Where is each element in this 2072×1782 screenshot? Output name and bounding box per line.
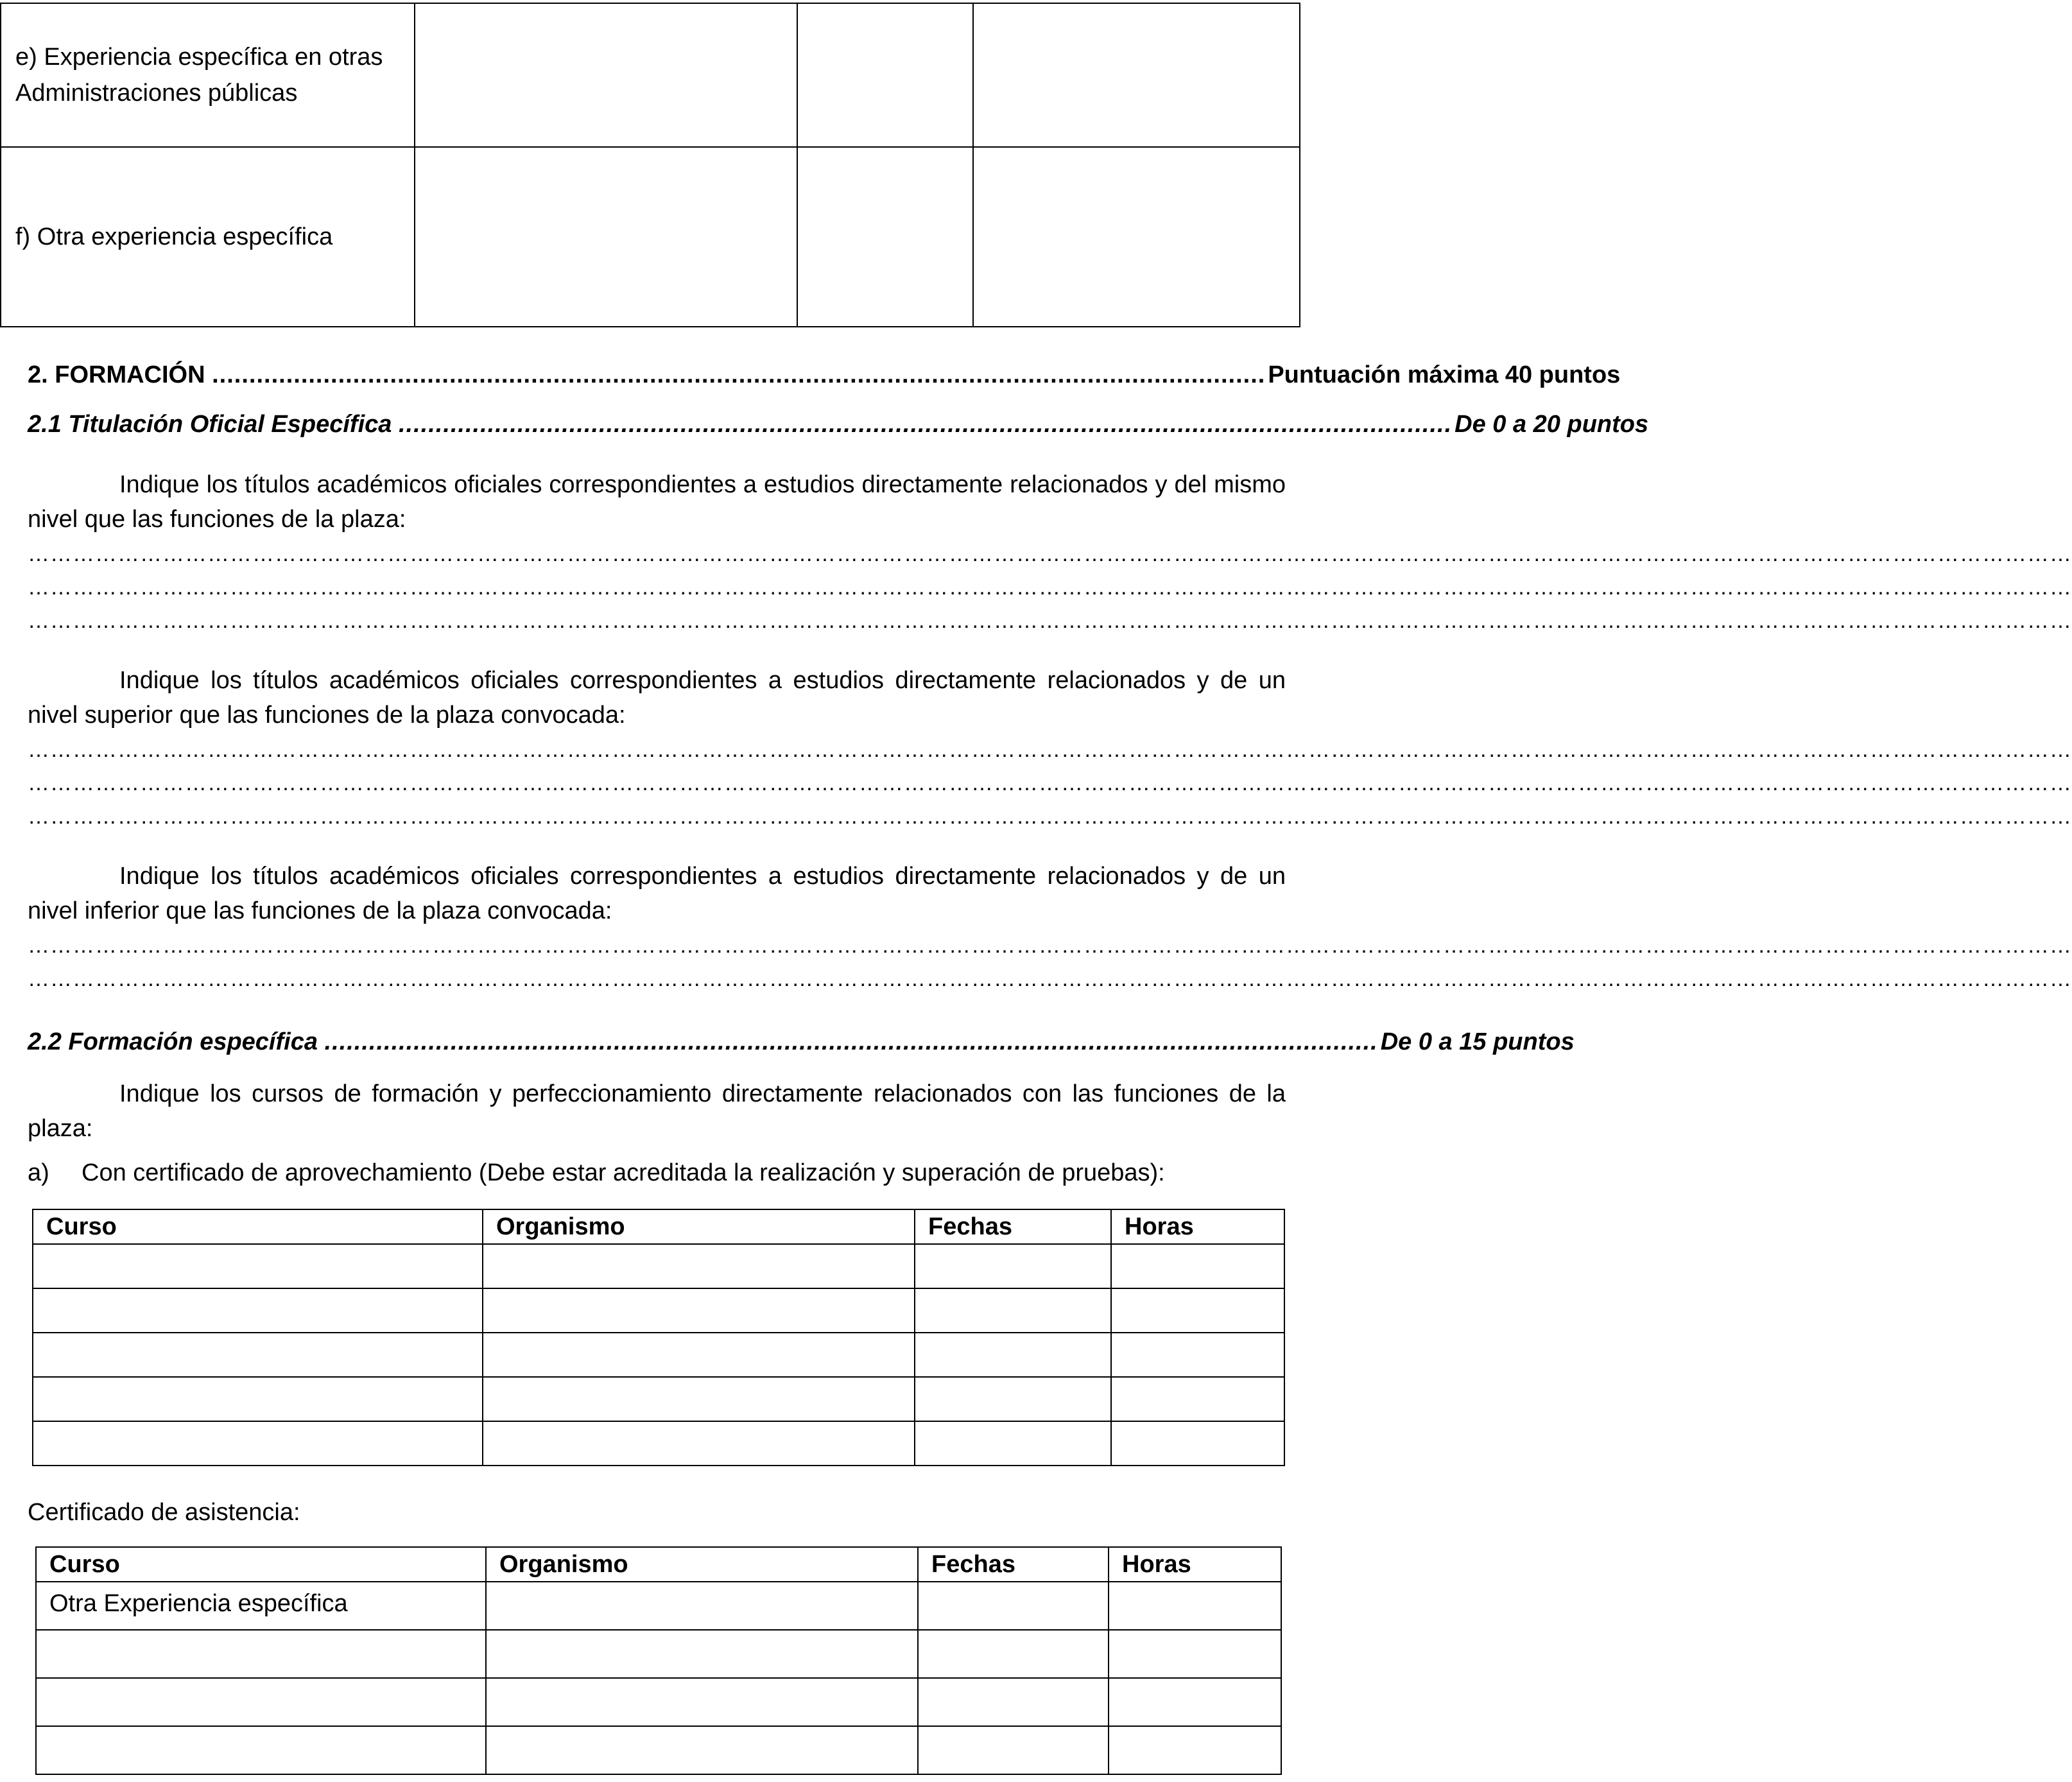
section-22-paragraph: Indique los cursos de formación y perfeccionamiento directamente relacionados con las funciones de la plaza: [28, 1080, 1286, 1142]
table-cell[interactable] [1109, 1726, 1281, 1774]
section-22-title: 2.2 Formación específica [28, 1028, 318, 1055]
section-21-heading [28, 411, 1649, 438]
section-21-title: 2.1 Titulación Oficial Específica [28, 411, 392, 438]
table-cell[interactable] [483, 1377, 915, 1421]
table-cell[interactable] [915, 1333, 1111, 1377]
table-cell[interactable] [36, 1630, 486, 1678]
table-row [1, 3, 1300, 147]
table-cell[interactable] [415, 3, 797, 147]
table-row [36, 1582, 1281, 1630]
list-item-a [28, 1159, 1165, 1187]
table-row [33, 1333, 1284, 1377]
table-row [33, 1244, 1284, 1288]
section-2-title: 2. FORMACIÓN [28, 361, 205, 388]
fill-line[interactable]: ………………………………………………………………………………………………………………………………………………………………………………………………………………………………………………… [28, 738, 2072, 762]
table-row [36, 1630, 1281, 1678]
table-row [1, 147, 1300, 327]
column-header-horas: Horas [1111, 1209, 1284, 1244]
table-cell-first[interactable]: Otra Experiencia específica [36, 1582, 486, 1630]
experience-label-e: e) Experiencia específica en otras Administraciones públicas [1, 3, 415, 147]
table-cell[interactable] [915, 1288, 1111, 1333]
table-cell[interactable] [33, 1244, 483, 1288]
table-row [33, 1421, 1284, 1466]
table-row [33, 1288, 1284, 1333]
column-header-fechas: Fechas [918, 1547, 1109, 1582]
table-cell[interactable] [797, 147, 973, 327]
fill-line[interactable]: ………………………………………………………………………………………………………………………………………………………………………………………………………………………………………………… [28, 933, 2072, 958]
table-header-row [36, 1547, 1281, 1582]
section-21-paragraph-2: Indique los títulos académicos oficiales correspondientes a estudios directamente relacionados y de un nivel superior que las funciones de la plaza convocada: [28, 667, 1286, 729]
table-row [36, 1678, 1281, 1726]
section-21-paragraph-3: Indique los títulos académicos oficiales correspondientes a estudios directamente relacionados y de un nivel inferior que las funciones de la plaza convocada: [28, 863, 1286, 924]
column-header-fechas: Fechas [915, 1209, 1111, 1244]
table-cell[interactable] [486, 1630, 918, 1678]
column-header-curso: Curso [33, 1209, 483, 1244]
table-aprovechamiento [32, 1209, 1285, 1466]
table-cell[interactable] [36, 1726, 486, 1774]
table-cell[interactable] [483, 1288, 915, 1333]
fill-line[interactable]: ………………………………………………………………………………………………………………………………………………………………………………………………………………………………………………… [28, 771, 2072, 795]
table-cell[interactable] [36, 1678, 486, 1726]
table-cell[interactable] [33, 1333, 483, 1377]
table-cell[interactable] [483, 1421, 915, 1466]
section-22-score-range: De 0 a 15 puntos [1380, 1028, 1575, 1055]
leader-dots: .............................................................................................................................................. [324, 1028, 1378, 1055]
column-header-organismo: Organismo [486, 1547, 918, 1582]
table-cell[interactable] [486, 1678, 918, 1726]
section-2-max-score: Puntuación máxima 40 puntos [1268, 361, 1621, 388]
fill-line[interactable]: ………………………………………………………………………………………………………………………………………………………………………………………………………………………………………………… [28, 575, 2072, 600]
column-header-curso: Curso [36, 1547, 486, 1582]
table-cell[interactable] [1109, 1678, 1281, 1726]
table-cell[interactable] [1111, 1421, 1284, 1466]
table-cell[interactable] [1111, 1377, 1284, 1421]
table-cell[interactable] [1111, 1244, 1284, 1288]
table-cell[interactable] [918, 1678, 1109, 1726]
table-row [36, 1726, 1281, 1774]
section-21-score-range: De 0 a 20 puntos [1455, 411, 1649, 438]
table-cell[interactable] [1111, 1333, 1284, 1377]
table-cell[interactable] [1111, 1288, 1284, 1333]
table-header-row [33, 1209, 1284, 1244]
table-asistencia [35, 1546, 1282, 1775]
fill-line[interactable]: ………………………………………………………………………………………………………………………………………………………………………………………………………………………………………………… [28, 542, 2072, 566]
asistencia-label: Certificado de asistencia: [28, 1499, 300, 1526]
table-cell[interactable] [33, 1421, 483, 1466]
list-item-a-label: a) [28, 1159, 49, 1186]
leader-dots: .............................................................................................................................................. [398, 411, 1453, 438]
table-cell[interactable] [1109, 1630, 1281, 1678]
fill-line[interactable]: ………………………………………………………………………………………………………………………………………………………………………………………………………………………………………………… [28, 967, 2072, 991]
table-cell[interactable] [415, 147, 797, 327]
experience-table [0, 3, 1300, 327]
table-cell[interactable] [486, 1582, 918, 1630]
table-cell[interactable] [973, 147, 1300, 327]
table-cell[interactable] [483, 1244, 915, 1288]
table-cell[interactable] [483, 1333, 915, 1377]
table-cell[interactable] [797, 3, 973, 147]
table-cell[interactable] [486, 1726, 918, 1774]
table-cell[interactable] [1109, 1582, 1281, 1630]
column-header-horas: Horas [1109, 1547, 1281, 1582]
table-cell[interactable] [918, 1582, 1109, 1630]
table-cell[interactable] [918, 1726, 1109, 1774]
section-22-heading [28, 1028, 1575, 1056]
table-cell[interactable] [918, 1630, 1109, 1678]
column-header-organismo: Organismo [483, 1209, 915, 1244]
leader-dots: .............................................................................................................................................. [212, 361, 1266, 388]
section-2-heading [28, 361, 1621, 389]
fill-line[interactable]: ………………………………………………………………………………………………………………………………………………………………………………………………………………………………………………… [28, 609, 2072, 633]
experience-label-f: f) Otra experiencia específica [1, 147, 415, 327]
table-cell[interactable] [973, 3, 1300, 147]
table-cell[interactable] [915, 1244, 1111, 1288]
table-cell[interactable] [33, 1288, 483, 1333]
fill-line[interactable]: ………………………………………………………………………………………………………………………………………………………………………………………………………………………………………………… [28, 804, 2072, 829]
table-row [33, 1377, 1284, 1421]
table-cell[interactable] [915, 1377, 1111, 1421]
list-item-a-text: Con certificado de aprovechamiento (Debe estar acreditada la realización y superación de pruebas): [82, 1159, 1165, 1186]
table-cell[interactable] [915, 1421, 1111, 1466]
table-cell[interactable] [33, 1377, 483, 1421]
section-21-paragraph-1: Indique los títulos académicos oficiales correspondientes a estudios directamente relacionados y del mismo nivel que las funciones de la plaza: [28, 471, 1286, 533]
